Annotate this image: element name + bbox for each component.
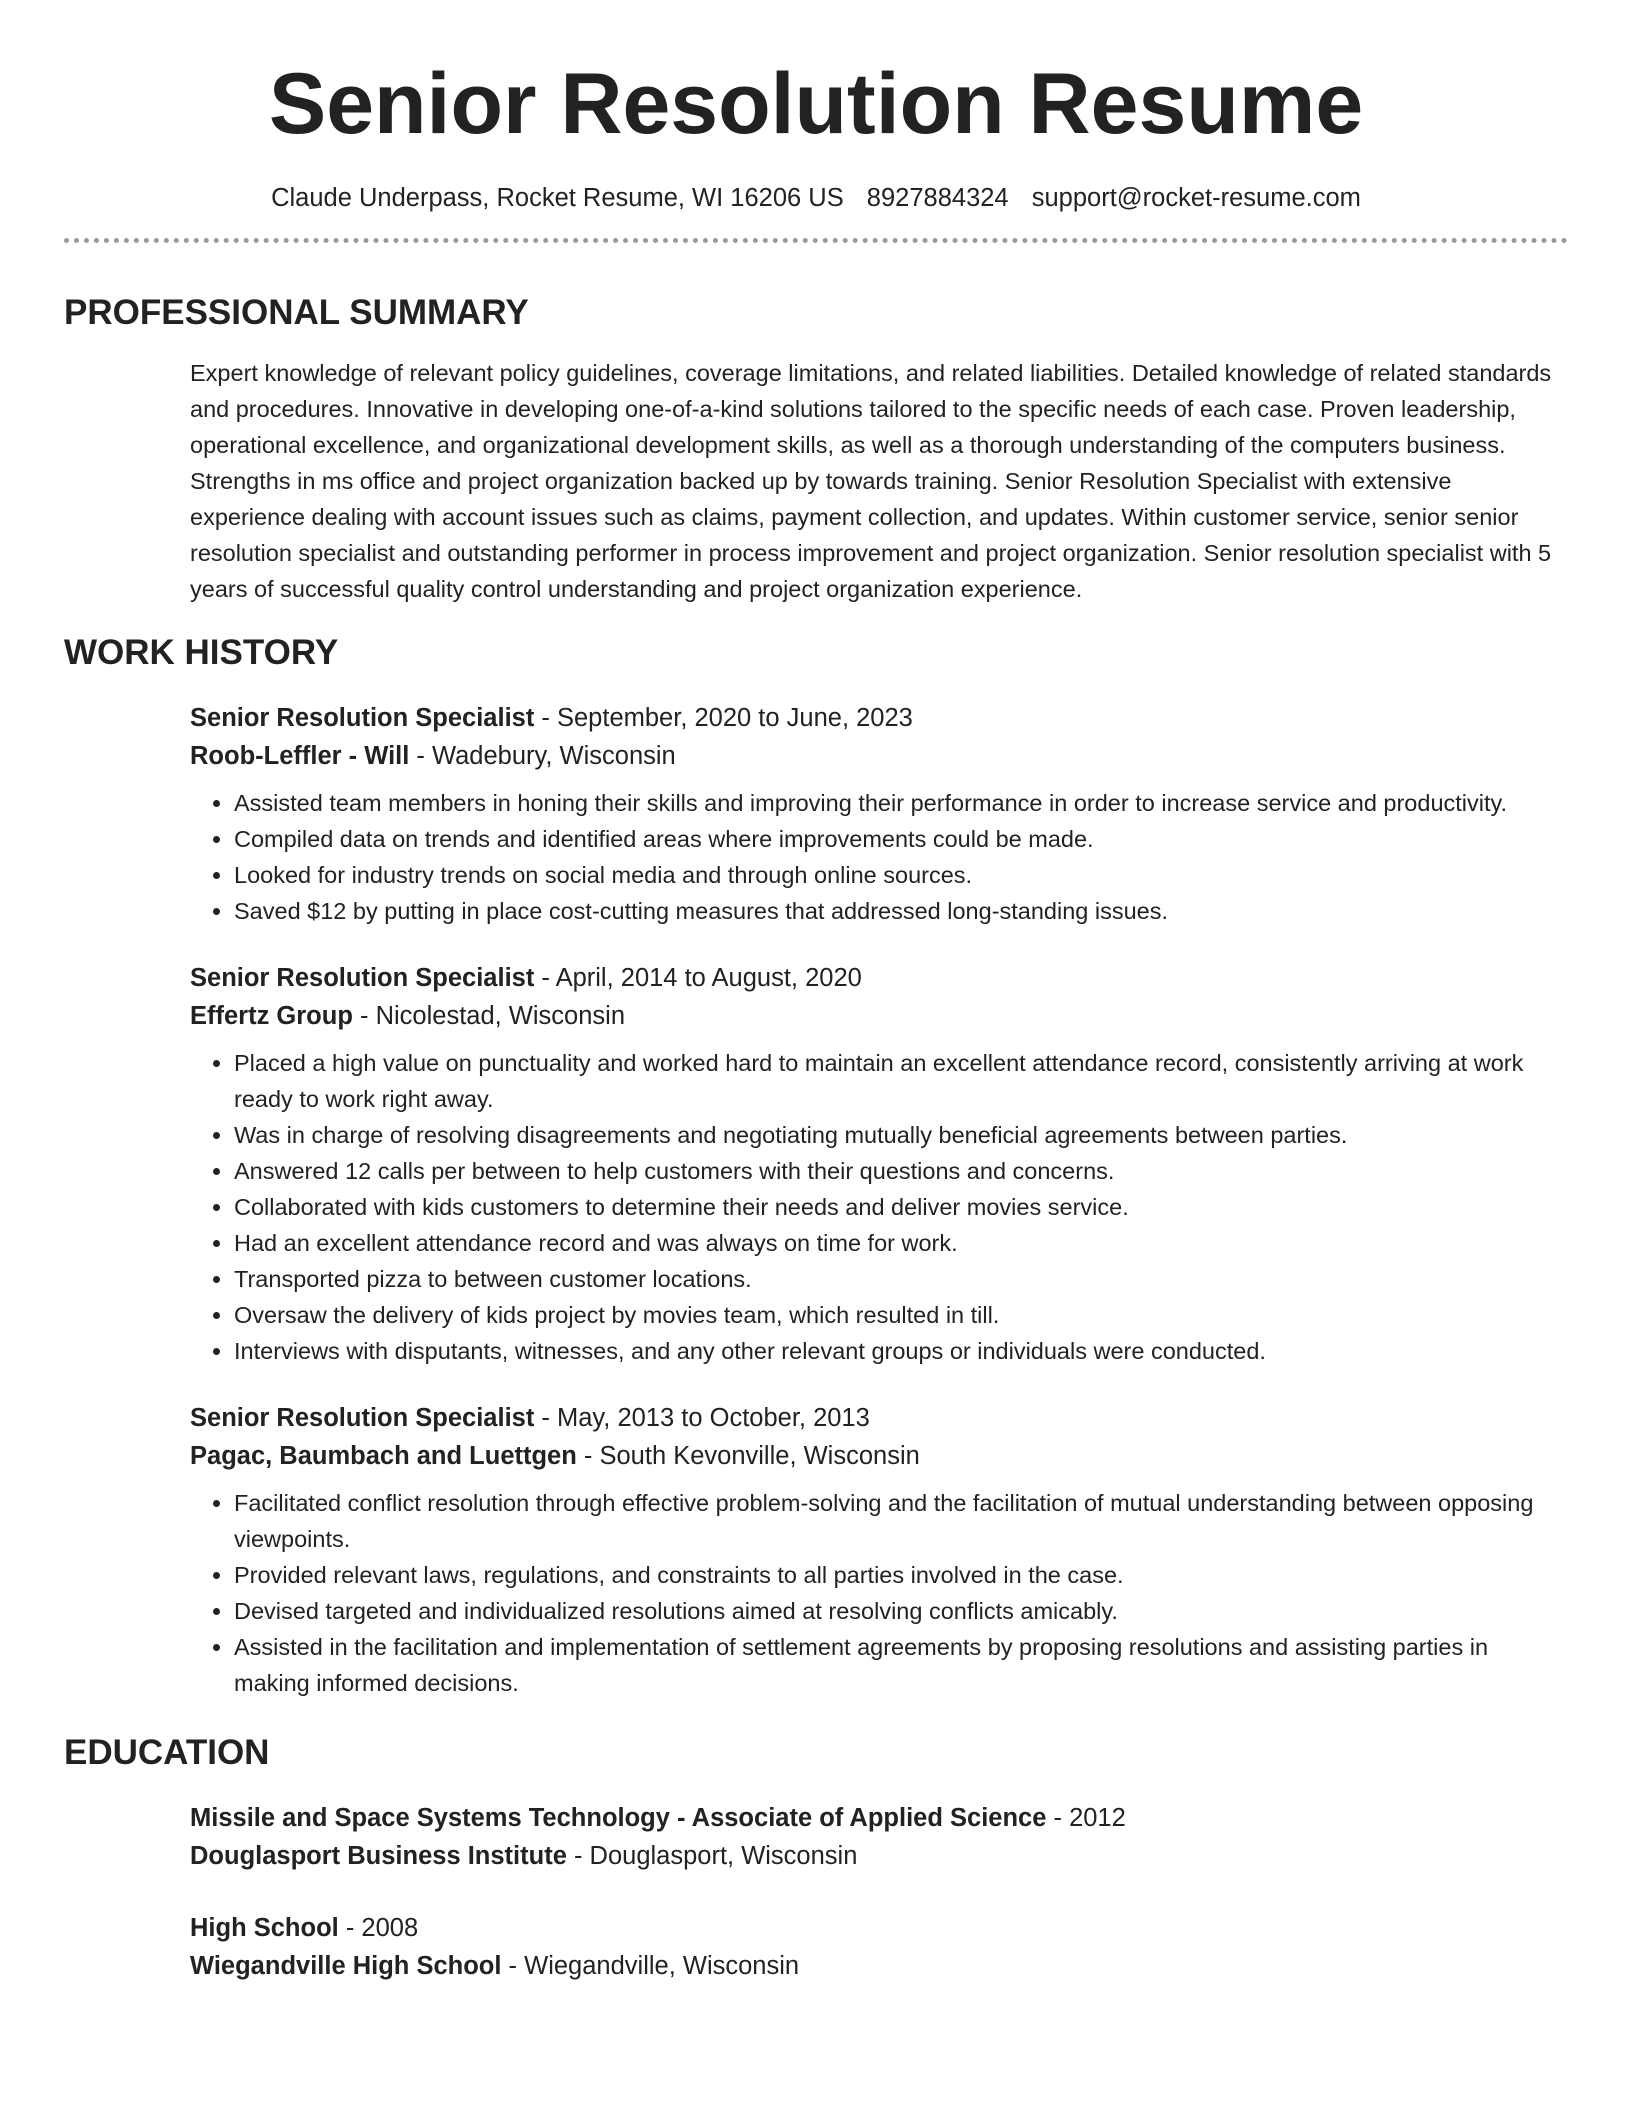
education-school: Wiegandville High School: [190, 1952, 502, 1980]
job-company: Pagac, Baumbach and Luettgen: [190, 1442, 577, 1470]
job-bullet: • Answered 12 calls per between to help customers with their questions and concerns.: [234, 1153, 1568, 1189]
job-bullet: • Was in charge of resolving disagreements and negotiating mutually beneficial agreements between parties.: [234, 1117, 1568, 1153]
education-location: - Douglasport, Wisconsin: [566, 1842, 858, 1870]
job-bullet: • Oversaw the delivery of kids project by movies team, which resulted in till.: [234, 1297, 1568, 1333]
job-title: Senior Resolution Specialist: [190, 1404, 535, 1432]
education-entry: [190, 1909, 1568, 1985]
job-title-line: [190, 1399, 1568, 1437]
job-bullet: • Saved $12 by putting in place cost-cutting measures that addressed long-standing issues.: [234, 893, 1568, 929]
job-bullet: • Devised targeted and individualized resolutions aimed at resolving conflicts amicably.: [234, 1593, 1568, 1629]
contact-address: Claude Underpass, Rocket Resume, WI 16206 US: [271, 184, 844, 212]
job-bullets: [190, 1045, 1568, 1369]
contact-email: support@rocket-resume.com: [1031, 184, 1361, 212]
job-dates: - April, 2014 to August, 2020: [534, 964, 862, 992]
job-location: - Nicolestad, Wisconsin: [352, 1002, 626, 1030]
job-location: - Wadebury, Wisconsin: [409, 742, 676, 770]
job-title-line: [190, 959, 1568, 997]
education-heading: EDUCATION: [64, 1733, 270, 1772]
education-year: - 2008: [338, 1914, 419, 1942]
job-bullet: • Transported pizza to between customer locations.: [234, 1261, 1568, 1297]
job-dates: - May, 2013 to October, 2013: [534, 1404, 870, 1432]
education-school-line: [190, 1947, 1568, 1985]
contact-line: [64, 182, 1568, 214]
job-bullets: [190, 1485, 1568, 1701]
job-bullets: [190, 785, 1568, 929]
job-bullet: • Provided relevant laws, regulations, and constraints to all parties involved in the case.: [234, 1557, 1568, 1593]
education-location: - Wiegandville, Wisconsin: [501, 1952, 800, 1980]
job-company: Effertz Group: [190, 1002, 353, 1030]
job-bullet: • Assisted in the facilitation and implementation of settlement agreements by proposing resolutions and assisting parties in making informed decisions.: [234, 1629, 1568, 1701]
job-company-line: [190, 1437, 1568, 1475]
job-bullet: • Had an excellent attendance record and was always on time for work.: [234, 1225, 1568, 1261]
header-divider: [64, 238, 1568, 243]
job-title-line: [190, 699, 1568, 737]
education-entry: [190, 1799, 1568, 1875]
job-bullet: • Placed a high value on punctuality and worked hard to maintain an excellent attendance record, consistently arriving at work ready to work right away.: [234, 1045, 1568, 1117]
work-history-heading: WORK HISTORY: [64, 633, 339, 672]
job-title: Senior Resolution Specialist: [190, 704, 535, 732]
job-entry: [190, 959, 1568, 1369]
education-year: - 2012: [1046, 1804, 1126, 1832]
education-degree: High School: [190, 1914, 339, 1942]
job-entry: [190, 699, 1568, 929]
job-location: - South Kevonville, Wisconsin: [576, 1442, 920, 1470]
work-history-section: [190, 699, 1568, 1701]
job-title: Senior Resolution Specialist: [190, 964, 535, 992]
job-company-line: [190, 997, 1568, 1035]
summary-text: Expert knowledge of relevant policy guidelines, coverage limitations, and related liabilities. Detailed knowledge of related standards and procedures. Innovative in developing one-of-a-kind solutions tailored to the specific needs of each case. Proven leadership, operational excellence, and organizational development skills, as well as a thorough understanding of the computers business. Strengths in ms office and project organization backed up by towards training. Senior Resolution Specialist with extensive experience dealing with account issues such as claims, payment collection, and updates. Within customer service, senior senior resolution specialist and outstanding performer in process improvement and project organization. Senior resolution specialist with 5 years of successful quality control understanding and project organization experience.: [190, 360, 1552, 602]
job-bullet: • Interviews with disputants, witnesses, and any other relevant groups or individuals were conducted.: [234, 1333, 1568, 1369]
job-bullet: • Looked for industry trends on social media and through online sources.: [234, 857, 1568, 893]
resume-title: Senior Resolution Resume: [268, 56, 1364, 152]
job-bullet: • Assisted team members in honing their skills and improving their performance in order to increase service and productivity.: [234, 785, 1568, 821]
job-bullet: • Collaborated with kids customers to determine their needs and deliver movies service.: [234, 1189, 1568, 1225]
summary-heading: PROFESSIONAL SUMMARY: [64, 293, 529, 332]
job-dates: - September, 2020 to June, 2023: [534, 704, 913, 732]
education-school-line: [190, 1837, 1568, 1875]
summary-section: [190, 355, 1568, 607]
education-degree-line: [190, 1799, 1568, 1837]
job-bullet: • Facilitated conflict resolution through effective problem-solving and the facilitation of mutual understanding between opposing viewpoints.: [234, 1485, 1568, 1557]
education-school: Douglasport Business Institute: [190, 1842, 567, 1870]
job-company-line: [190, 737, 1568, 775]
job-bullet: • Compiled data on trends and identified areas where improvements could be made.: [234, 821, 1568, 857]
contact-phone: 8927884324: [866, 184, 1009, 212]
education-degree-line: [190, 1909, 1568, 1947]
education-section: [190, 1799, 1568, 1985]
job-company: Roob-Leffler - Will: [190, 742, 410, 770]
job-entry: [190, 1399, 1568, 1701]
education-degree: Missile and Space Systems Technology - Associate of Applied Science: [190, 1804, 1047, 1832]
